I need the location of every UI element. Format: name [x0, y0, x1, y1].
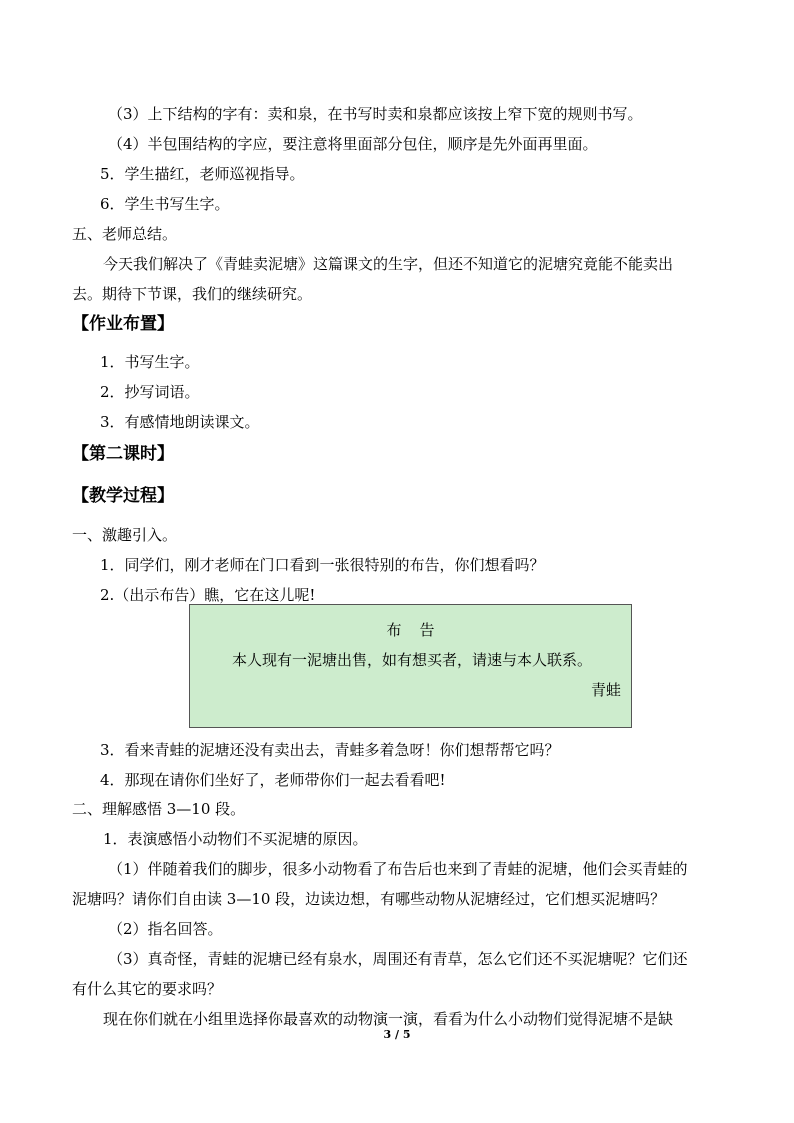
list-item: 2．抄写词语。	[100, 383, 200, 401]
paragraph-line: 4．那现在请你们坐好了，老师带你们一起去看看吧!	[100, 771, 446, 789]
teaching-process-heading: 【教学过程】	[72, 486, 174, 506]
notice-body: 本人现有一泥塘出售，如有想买者，请速与本人联系。	[232, 651, 593, 669]
notice-box	[189, 604, 632, 728]
paragraph-line: 去。期待下节课，我们的继续研究。	[72, 285, 313, 303]
section-heading: 五、老师总结。	[72, 225, 178, 243]
paragraph-line: 现在你们就在小组里选择你最喜欢的动物演一演，看看为什么小动物们觉得泥塘不是缺	[103, 1010, 674, 1028]
paragraph-line: 今天我们解决了《青蛙卖泥塘》这篇课文的生字，但还不知道它的泥塘究竟能不能卖出	[103, 255, 674, 273]
paragraph-line: （4）半包围结构的字应，要注意将里面部分包住，顺序是先外面再里面。	[108, 135, 598, 153]
paragraph-line: （3）上下结构的字有：卖和泉，在书写时卖和泉都应该按上窄下宽的规则书写。	[108, 105, 643, 123]
paragraph-line: （1）伴随着我们的脚步，很多小动物看了布告后也来到了青蛙的泥塘，他们会买青蛙的	[108, 860, 688, 878]
list-item: 1．书写生字。	[100, 353, 200, 371]
paragraph-line: 1．同学们，刚才老师在门口看到一张很特别的布告，你们想看吗？	[100, 556, 545, 574]
paragraph-line: （2）指名回答。	[108, 920, 223, 938]
section-heading: 一、激趣引入。	[72, 526, 178, 544]
paragraph-line: 有什么其它的要求吗？	[72, 980, 223, 998]
paragraph-line: （3）真奇怪，青蛙的泥塘已经有泉水，周围还有青草，怎么它们还不买泥塘呢？它们还	[108, 950, 688, 968]
section-heading: 二、理解感悟 3—10 段。	[72, 800, 246, 818]
homework-heading: 【作业布置】	[72, 314, 174, 334]
list-item: 3．有感情地朗读课文。	[100, 413, 260, 431]
paragraph-line: 2.（出示布告）瞧，它在这儿呢!	[100, 586, 316, 604]
paragraph-line: 1．表演感悟小动物们不买泥塘的原因。	[103, 830, 368, 848]
second-lesson-heading: 【第二课时】	[72, 444, 174, 464]
paragraph-line: 5．学生描红，老师巡视指导。	[100, 165, 305, 183]
notice-signature: 青蛙	[590, 681, 621, 699]
notice-title: 布告	[386, 621, 453, 639]
paragraph-line: 泥塘吗？请你们自由读 3—10 段，边读边想，有哪些动物从泥塘经过，它们想买泥塘吗？	[72, 890, 666, 908]
paragraph-line: 3．看来青蛙的泥塘还没有卖出去，青蛙多着急呀！你们想帮帮它吗？	[100, 741, 560, 759]
page-number: 3 / 5	[383, 1028, 411, 1041]
paragraph-line: 6．学生书写生字。	[100, 195, 230, 213]
